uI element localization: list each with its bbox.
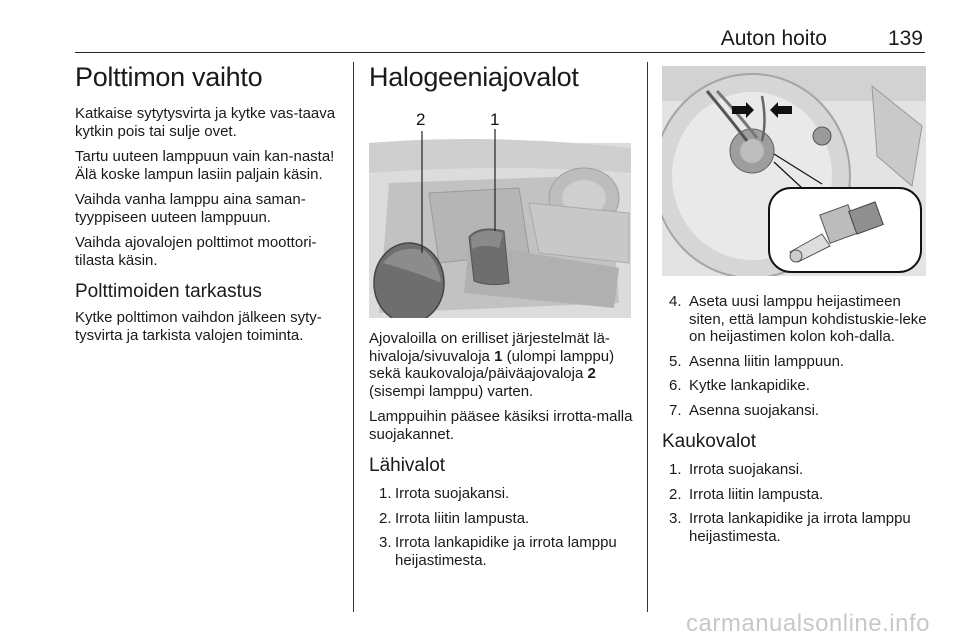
list-item: 3. Irrota lankapidike ja irrota lamppu heijastimesta. (669, 510, 911, 545)
list-item: 4. Aseta uusi lamppu heijastimeen siten, että lampun kohdistuskie-leke on heijastimen kolon koh-dalla. (669, 293, 927, 345)
list-item: 1. Irrota suojakansi. (669, 461, 804, 478)
list-item: 3. Irrota lankapidike ja irrota lamppu heijastimesta. (379, 534, 617, 569)
list-item: 7. Asenna suojakansi. (669, 401, 820, 419)
column-divider (353, 62, 354, 612)
paragraph: Lamppuihin pääsee käsiksi irrotta-malla suojakannet. (369, 408, 633, 443)
list-item: 1. Irrota suojakansi. (379, 485, 510, 502)
page-header (75, 22, 925, 53)
paragraph: Kytke polttimon vaihdon jälkeen syty-tysvirta ja tarkista valojen toiminta. (75, 309, 322, 344)
paragraph: Tartu uuteen lamppuun vain kan-nasta! Älä koske lampun lasiin paljain käsin. (75, 148, 335, 183)
paragraph: Katkaise sytytysvirta ja kytke vas-taava kytkin pois tai sulje ovet. (75, 105, 336, 140)
list-item: 2. Irrota liitin lampusta. (669, 485, 824, 503)
watermark: carmanualsonline.info (686, 610, 930, 637)
list-item: 6. Kytke lankapidike. (669, 377, 810, 394)
bulb-replacement-illustration (662, 66, 926, 276)
subheading: Polttimoiden tarkastus (75, 281, 262, 302)
chapter-title: Auton hoito (720, 27, 827, 50)
subheading: Lähivalot (369, 455, 446, 476)
section-heading: Polttimon vaihto (75, 62, 263, 92)
figure-label: 1 (490, 110, 500, 129)
list-item: 2. Irrota liitin lampusta. (379, 509, 530, 527)
paragraph: Ajovaloilla on erilliset järjestelmät lä-hivaloja/sivuvaloja 1 (ulompi lamppu) sekä kaukovaloja/päiväajovaloja 2 (sisempi lamppu) varten. (369, 330, 615, 400)
page-number: 139 (887, 27, 923, 50)
step-list (662, 293, 928, 419)
step-list (369, 485, 635, 569)
paragraph: Vaihda vanha lamppu aina saman-tyyppiseen uuteen lamppuun. (75, 191, 306, 226)
list-item: 5. Asenna liitin lamppuun. (669, 352, 845, 370)
column-1 (75, 62, 345, 352)
column-divider (647, 62, 648, 612)
section-heading: Halogeeniajovalot (369, 62, 579, 92)
headlamp-illustration (369, 103, 631, 318)
figure-label: 2 (416, 110, 426, 129)
column-3 (662, 66, 928, 552)
subheading: Kaukovalot (662, 431, 757, 452)
column-2 (369, 62, 635, 576)
paragraph: Vaihda ajovalojen polttimot moottori-tilasta käsin. (75, 234, 317, 269)
step-list (662, 461, 928, 545)
